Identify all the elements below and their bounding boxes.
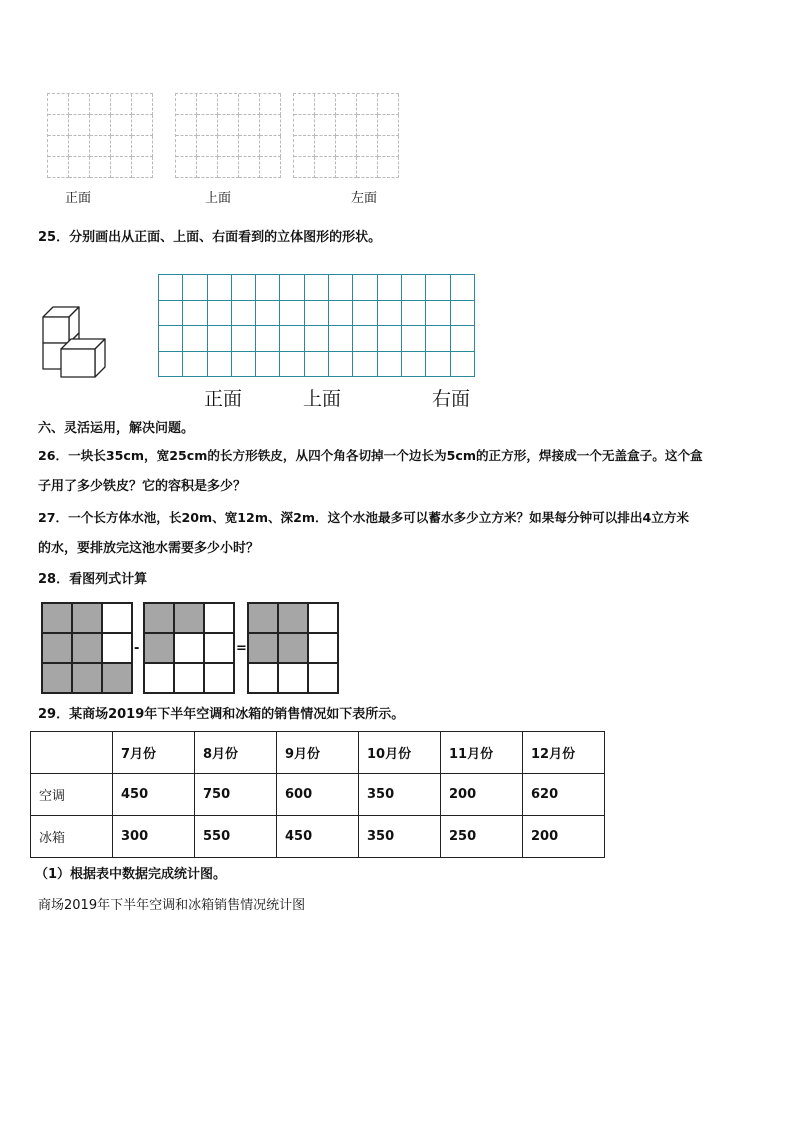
table-header-cell: 11月份 (441, 732, 523, 774)
table-header-cell: 8月份 (195, 732, 277, 774)
q27-line2: 的水，要排放完这池水需要多少小时？ (38, 541, 260, 556)
q28-text: 28．看图列式计算 (38, 572, 148, 587)
table-row (31, 774, 605, 816)
minus-sign: - (134, 641, 140, 656)
equals-sign: = (236, 641, 247, 656)
left-view-grid (293, 93, 399, 178)
q26-line2: 子用了多少铁皮？它的容积是多少？ (38, 479, 247, 494)
table-header-cell: 10月份 (359, 732, 441, 774)
label-front: 正面 (65, 191, 92, 206)
table-cell: 450 (277, 816, 359, 858)
table-cell: 750 (195, 774, 277, 816)
sales-table (30, 731, 605, 858)
table-cell: 200 (441, 774, 523, 816)
table-row (31, 816, 605, 858)
table-header-cell (31, 732, 113, 774)
top-view-grid (175, 93, 281, 178)
front-view-grid (47, 93, 153, 178)
table-cell: 300 (113, 816, 195, 858)
table-header-cell: 12月份 (523, 732, 605, 774)
row-label: 冰箱 (31, 816, 113, 858)
q25-label-front: 正面 (204, 388, 243, 410)
table-cell: 550 (195, 816, 277, 858)
table-header-cell: 9月份 (277, 732, 359, 774)
answer-grid-q25 (158, 274, 475, 377)
cube-stack-figure (40, 305, 110, 380)
table-cell: 600 (277, 774, 359, 816)
label-left: 左面 (351, 191, 378, 206)
q29-text: 29．某商场2019年下半年空调和冰箱的销售情况如下表所示。 (38, 707, 405, 722)
section-heading: 六、灵活运用，解决问题。 (38, 421, 195, 436)
table-cell: 350 (359, 774, 441, 816)
q25-label-top: 上面 (303, 388, 342, 410)
q25-label-right: 右面 (432, 388, 471, 410)
table-cell: 620 (523, 774, 605, 816)
table-header-row (31, 732, 605, 774)
table-header-cell: 7月份 (113, 732, 195, 774)
chart-title: 商场2019年下半年空调和冰箱销售情况统计图 (38, 898, 306, 913)
q28-grid-3 (247, 602, 339, 694)
q28-grid-1 (41, 602, 133, 694)
q27-line1: 27．一个长方体水池，长20m、宽12m、深2m．这个水池最多可以蓄水多少立方米？如果每分钟可以排出4立方米 (38, 510, 690, 525)
q29-sub1: （1）根据表中数据完成统计图。 (35, 867, 227, 882)
label-top: 上面 (205, 191, 232, 206)
row-label: 空调 (31, 774, 113, 816)
q26-line1: 26．一块长35cm，宽25cm的长方形铁皮，从四个角各切掉一个边长为5cm的正方形，焊接成一个无盖盒子。这个盒 (38, 448, 703, 463)
table-cell: 200 (523, 816, 605, 858)
table-cell: 350 (359, 816, 441, 858)
q28-grid-2 (143, 602, 235, 694)
q25-text: 25．分别画出从正面、上面、右面看到的立体图形的形状。 (38, 230, 382, 245)
table-cell: 250 (441, 816, 523, 858)
table-cell: 450 (113, 774, 195, 816)
